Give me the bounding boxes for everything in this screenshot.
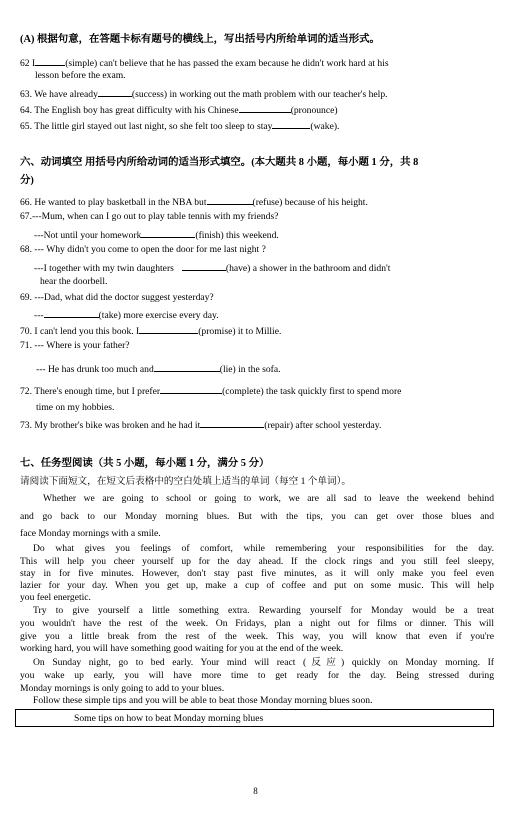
q62-suffix: (simple) can't believe that he has passed the exam because he didn't work hard at his <box>65 58 389 69</box>
q72-continuation: time on my hobbies. <box>36 402 115 413</box>
paragraph-4-line: you wake up early, you will have more time to get ready for the day. Being stressed during <box>20 670 494 681</box>
paragraph-1-line: Whether we are going to school or going to work, we are all sad to leave the weekend behind <box>43 493 494 504</box>
section-7-heading: 七、任务型阅读（共 5 小题，每小题 1 分，满分 5 分） <box>20 458 270 469</box>
section-6-heading-cont: 分) <box>20 175 34 186</box>
page-number: 8 <box>253 786 258 796</box>
q73-prefix: 73. My brother's bike was broken and he had it <box>20 420 201 431</box>
q64-suffix: (pronounce) <box>290 105 338 116</box>
question-73 <box>20 418 381 432</box>
question-68-a: 68. --- Why didn't you come to open the door for me last night ? <box>20 244 266 255</box>
q71-suffix: (lie) in the sofa. <box>219 364 281 375</box>
q62-prefix: 62 I <box>20 58 36 69</box>
q72-suffix: (complete) the task quickly first to spend more <box>222 386 402 397</box>
answer-blank-64[interactable] <box>239 103 291 113</box>
question-68-b <box>34 261 390 275</box>
paragraph-4-line: Monday mornings is only going to add to your blues. <box>20 683 225 694</box>
q65-suffix: (wake). <box>310 121 340 132</box>
question-64 <box>20 103 338 117</box>
q66-prefix: 66. He wanted to play basketball in the NBA but <box>20 197 207 208</box>
answer-blank-73[interactable] <box>200 418 264 428</box>
section-6-heading: 六、动词填空 用括号内所给动词的适当形式填空。(本大题共 8 小题，每小题 1 分，共 8 <box>20 157 419 168</box>
q63-suffix: (success) in working out the math problem with our teacher's help. <box>131 89 388 100</box>
q62-continuation: lesson before the exam. <box>35 70 126 81</box>
paragraph-1-line: and go back to our Monday morning blues. But with the tips, you can get over those blues and <box>20 511 494 522</box>
q71-prefix: --- He has drunk too much and <box>36 364 154 375</box>
answer-blank-66[interactable] <box>207 195 253 205</box>
question-67-a: 67.---Mum, when can I go out to play table tennis with my friends? <box>20 211 279 222</box>
q68-suffix: (have) a shower in the bathroom and didn't <box>225 263 391 274</box>
paragraph-3-line: you wouldn't have the rest of the week. On Fridays, plan a night out for films or dinner. This will <box>20 618 494 629</box>
answer-blank-69[interactable] <box>44 308 99 318</box>
answer-blank-70[interactable] <box>139 324 198 334</box>
paragraph-4-line: Follow these simple tips and you will be able to beat those Monday morning blues soon. <box>33 695 373 706</box>
paragraph-2-line: This will help you cheer yourself up for the day ahead. If the clock rings and you still feel sleepy, <box>20 556 494 567</box>
paragraph-2-line: stay in for five minutes. However, don't stay past five minutes, as it will only make you feel even <box>20 568 494 579</box>
q63-prefix: 63. We have already <box>20 89 98 100</box>
question-62 <box>20 56 389 70</box>
question-63 <box>20 87 388 101</box>
q67-prefix: ---Not until your homework <box>34 230 142 241</box>
q68-prefix: ---I together with my twin daughters <box>34 263 174 274</box>
q66-suffix: (refuse) because of his height. <box>252 197 368 208</box>
answer-blank-65[interactable] <box>272 119 310 129</box>
paragraph-4-line: On Sunday night, go to bed early. Your mind will react (反应) quickly on Monday morning. If <box>33 657 494 668</box>
answer-blank-71[interactable] <box>154 362 220 372</box>
question-70 <box>20 324 281 338</box>
question-69-b <box>34 308 219 322</box>
paragraph-3-line: working hard, you will have something good waiting for you at the end of the week. <box>20 643 344 654</box>
paragraph-3-line: Try to give yourself a little something extra. Rewarding yourself for Monday would be a treat <box>33 605 494 616</box>
answer-blank-63[interactable] <box>98 87 132 97</box>
paragraph-1-line: face Monday mornings with a smile. <box>20 528 161 539</box>
answer-blank-68[interactable] <box>182 261 226 271</box>
q65-prefix: 65. The little girl stayed out last night, so she felt too sleep to stay <box>20 121 273 132</box>
answer-blank-67[interactable] <box>141 228 195 238</box>
question-66 <box>20 195 368 209</box>
q70-prefix: 70. I can't lend you this book. I <box>20 326 140 337</box>
q72-prefix: 72. There's enough time, but I prefer <box>20 386 161 397</box>
question-72 <box>20 384 401 398</box>
section-7-instruction: 请阅读下面短文，在短文后表格中的空白处填上适当的单词（每空 1 个单词）。 <box>20 476 351 487</box>
tips-table <box>15 709 494 727</box>
q67-suffix: (finish) this weekend. <box>195 230 279 241</box>
q68-continuation: hear the doorbell. <box>40 276 108 287</box>
answer-blank-72[interactable] <box>160 384 222 394</box>
paragraph-2-line: lazier for your day. When you get up, make a cup of coffee and put on some music. This will help <box>20 580 494 591</box>
section-a-heading: (A) 根据句意，在答题卡标有题号的横线上，写出括号内所给单词的适当形式。 <box>20 34 380 45</box>
question-71-a: 71. --- Where is your father? <box>20 340 130 351</box>
q73-suffix: (repair) after school yesterday. <box>264 420 382 431</box>
q69-prefix: --- <box>34 310 44 321</box>
q69-suffix: (take) more exercise every day. <box>98 310 219 321</box>
tips-table-title: Some tips on how to beat Monday morning blues <box>74 713 264 724</box>
paragraph-2-line: you feel energetic. <box>20 592 91 603</box>
q64-prefix: 64. The English boy has great difficulty with his Chinese <box>20 105 239 116</box>
answer-blank-62[interactable] <box>35 56 65 66</box>
question-71-b <box>36 362 281 376</box>
paragraph-2-line: Do what gives you feelings of comfort, while remembering your responsibilities for the day. <box>33 543 494 554</box>
question-67-b <box>34 228 279 242</box>
question-69-a: 69. ---Dad, what did the doctor suggest yesterday? <box>20 292 214 303</box>
question-65 <box>20 119 339 133</box>
paragraph-3-line: give you a little break from the rest of the week. This way, you will know that even if you're <box>20 631 494 642</box>
q70-suffix: (promise) it to Millie. <box>198 326 282 337</box>
